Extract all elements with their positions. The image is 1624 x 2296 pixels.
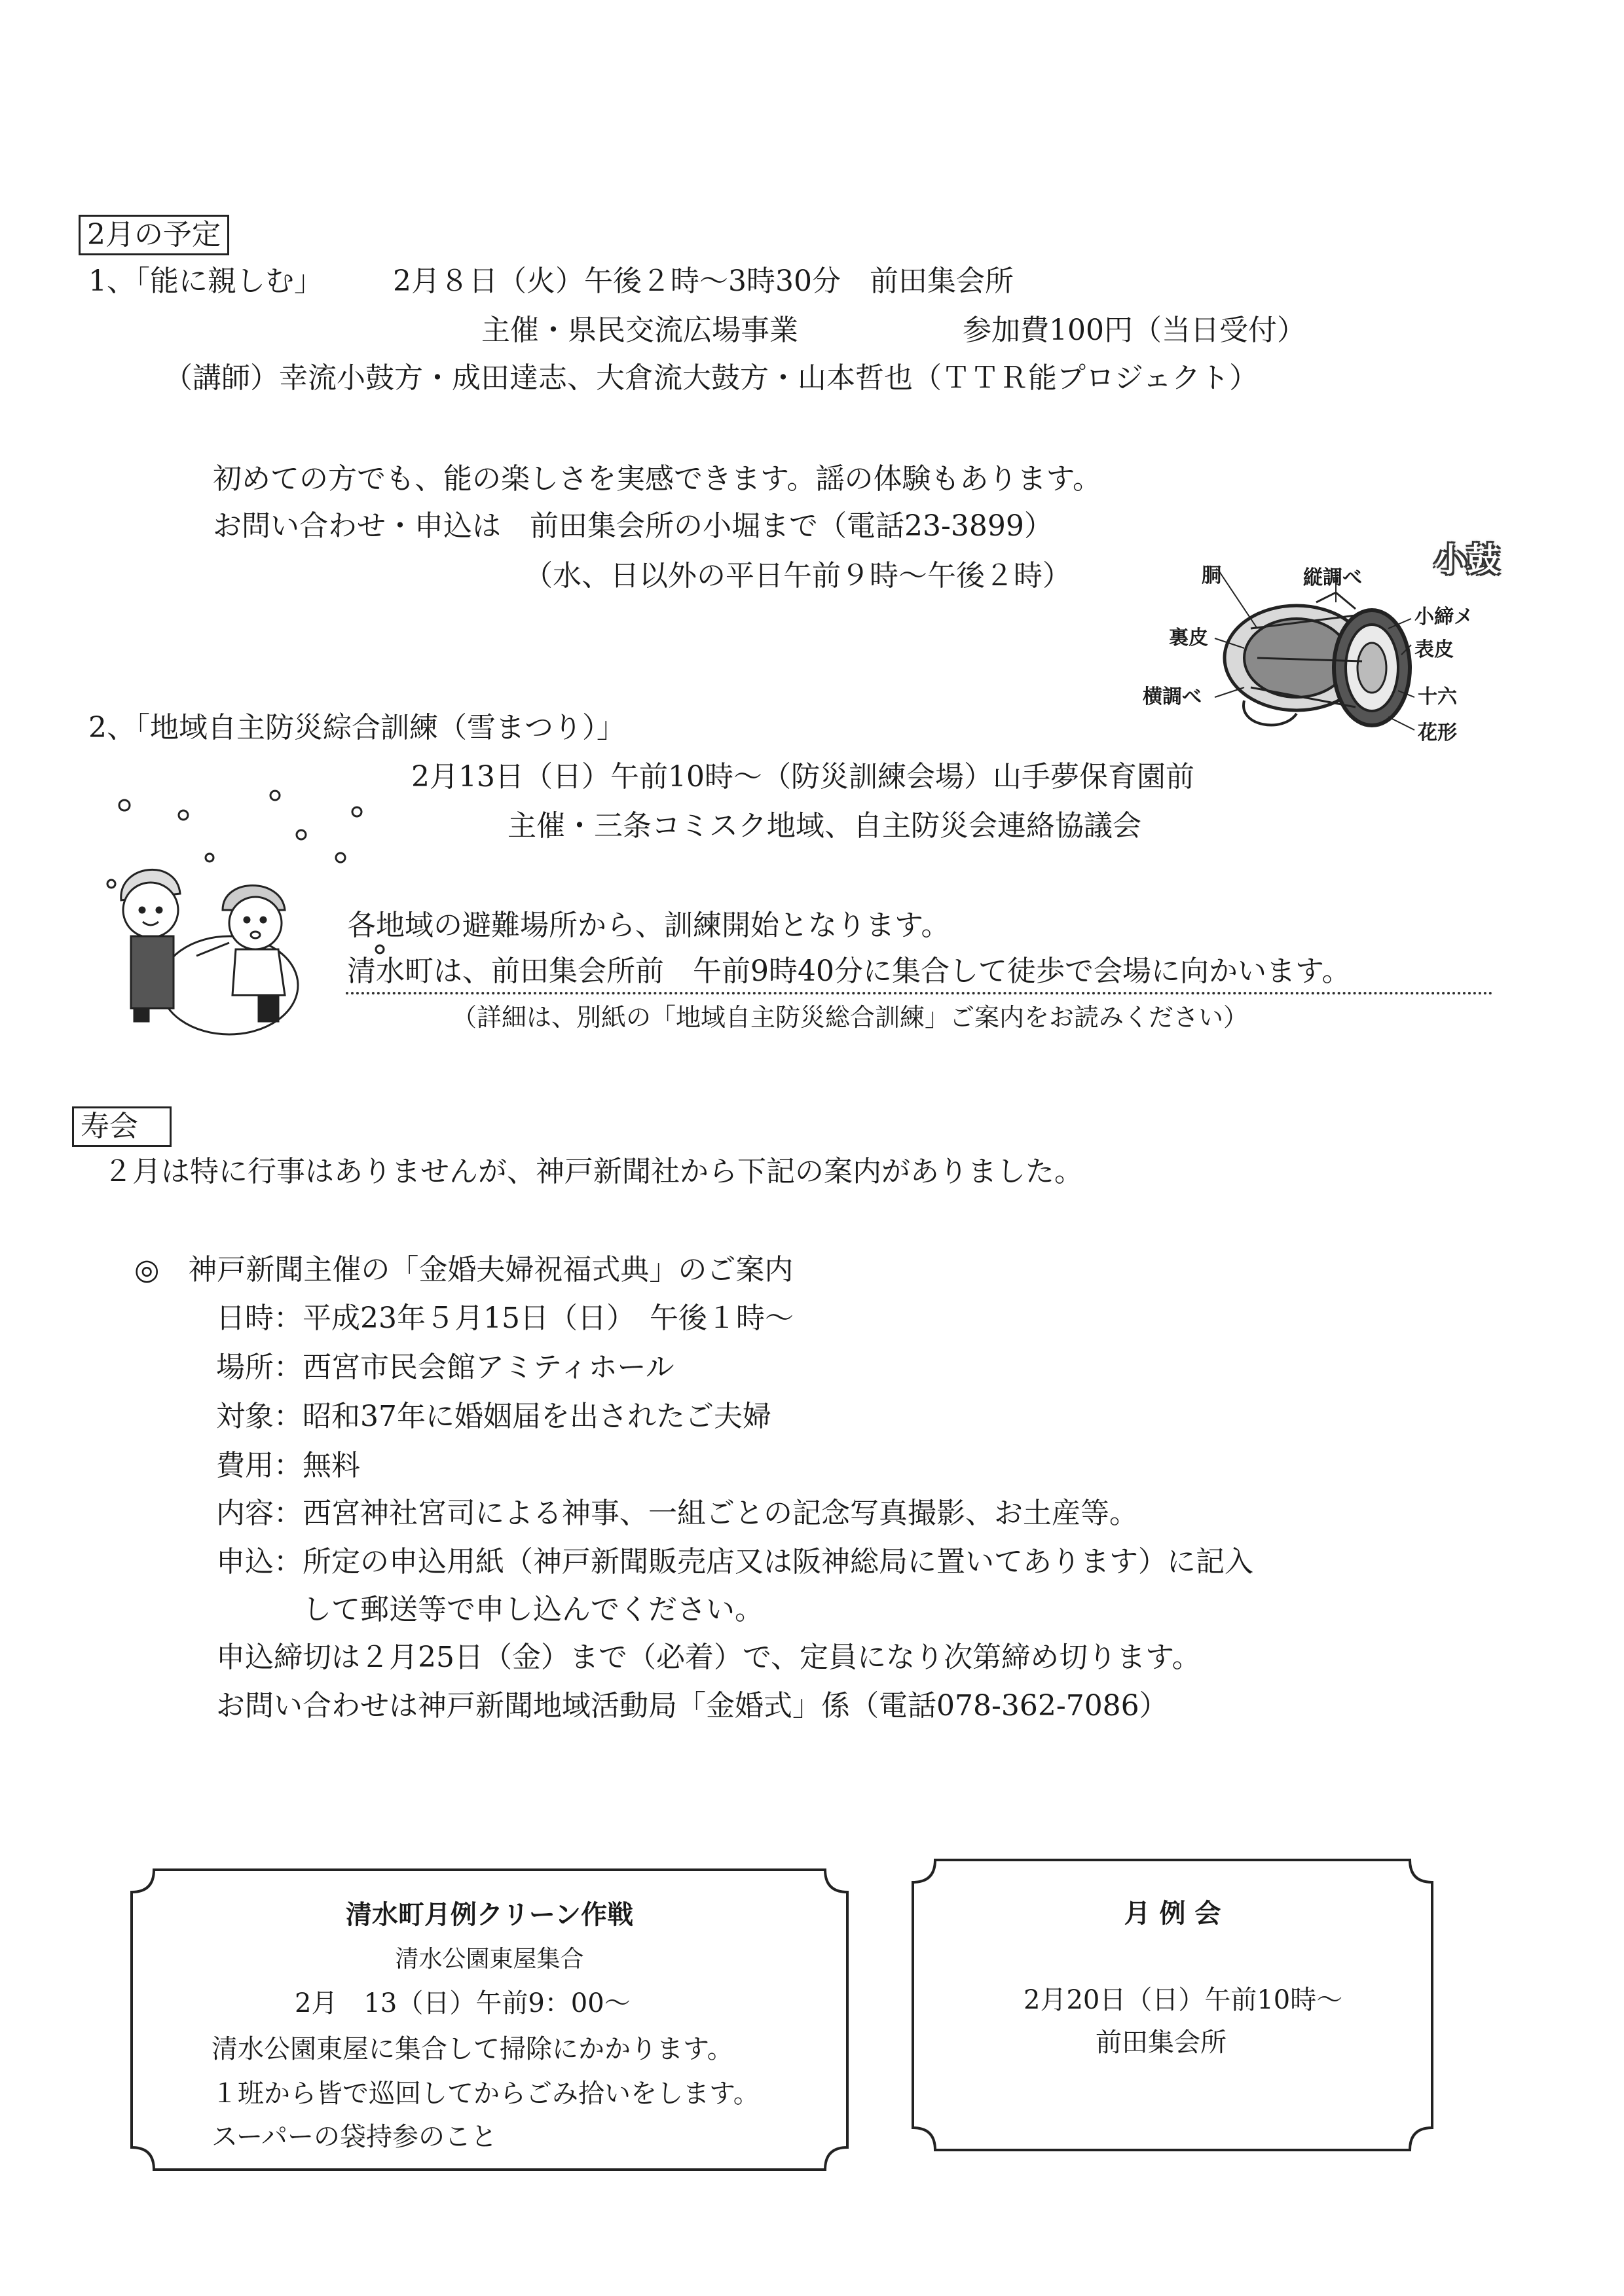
section-heading-kotobuki: 寿会 [72, 1106, 172, 1147]
event2-datetime: 2月13日（日）午前10時～（防災訓練会場）山手夢保育園前 [411, 760, 1194, 793]
tsuzumi-label-omotegawa: 表皮 [1414, 638, 1454, 661]
monthly-box-place: 前田集会所 [1096, 2028, 1227, 2058]
clean-box-line1: 清水公園東屋に集合して掃除にかかります。 [212, 2034, 733, 2064]
clean-campaign-box [128, 1866, 851, 2174]
kotobuki-intro: ２月は特に行事はありませんが、神戸新聞社から下記の案内がありました。 [103, 1155, 1083, 1188]
event1-organizer: 主催・県民交流広場事業 [481, 314, 798, 347]
tsuzumi-title: 小鼓 [1434, 541, 1500, 579]
monthly-box-datetime: 2月20日（日）午前10時～ [1024, 1985, 1343, 2015]
event1-hours: （水、日以外の平日午前９時～午後２時） [524, 559, 1071, 592]
detail-line: 対象：昭和37年に婚姻届を出されたご夫婦 [216, 1400, 771, 1433]
event1-lecturers: （講師）幸流小鼓方・成田達志、大倉流大鼓方・山本哲也（ＴＴＲ能プロジェクト） [164, 361, 1259, 395]
event2-title: 2、「地域自主防災綜合訓練（雪まつり）」 [88, 711, 625, 744]
kotobuki-announce-title: ◎ 神戸新聞主催の「金婚夫婦祝福式典」のご案内 [134, 1253, 794, 1286]
detail-line: 内容：西宮神社宮司による神事、一組ごとの記念写真撮影、お土産等。 [216, 1497, 1138, 1530]
event1-title: 1、「能に親しむ」 [88, 264, 323, 298]
section-heading-feb: 2月の予定 [79, 215, 229, 255]
monthly-box-title: 月 例 会 [1124, 1898, 1221, 1929]
event2-dotted-underline [346, 992, 1493, 994]
tsuzumi-label-uragawa: 裏皮 [1169, 627, 1208, 649]
clean-box-title: 清水町月例クリーン作戦 [345, 1899, 634, 1930]
snow-children-illustration [98, 786, 386, 1034]
tsuzumi-figure [1139, 530, 1545, 746]
event2-line2: 清水町は、前田集会所前 午前9時40分に集合して徒歩で会場に向かいます。 [347, 955, 1351, 988]
tsuzumi-label-dou: 胴 [1202, 564, 1221, 587]
clean-box-place: 清水公園東屋集合 [395, 1946, 584, 1973]
event1-datetime: 2月８日（火）午後２時～3時30分 前田集会所 [393, 264, 1014, 298]
detail-line: 場所：西宮市民会館アミティホール [216, 1351, 674, 1384]
tsuzumi-label-yokoshirabe: 横調べ [1143, 685, 1202, 708]
event1-fee: 参加費100円（当日受付） [963, 314, 1306, 347]
tsuzumi-label-tateshirabe: 縦調べ [1303, 566, 1362, 589]
detail-line: 申込締切は２月25日（金）まで（必着）で、定員になり次第締め切ります。 [216, 1641, 1201, 1674]
event2-note: （詳細は、別紙の「地域自主防災総合訓練」ご案内をお読みください） [452, 1003, 1249, 1032]
event1-contact: お問い合わせ・申込は 前田集会所の小堀まで（電話23-3899） [213, 509, 1053, 543]
detail-line: 申込：所定の申込用紙（神戸新聞販売店又は阪神総局に置いてあります）に記入 [216, 1545, 1253, 1578]
event1-description: 初めての方でも、能の楽しさを実感できます。謡の体験もあります。 [213, 462, 1101, 496]
clean-box-datetime: 2月 13（日）午前9：00～ [295, 1988, 631, 2018]
detail-line: 日時：平成23年５月15日（日） 午後１時～ [216, 1302, 794, 1335]
tsuzumi-label-hanagata: 花形 [1418, 721, 1457, 744]
detail-line: お問い合わせは神戸新聞地域活動局「金婚式」係（電話078-362-7086） [216, 1689, 1168, 1722]
event2-organizer: 主催・三条コミスク地域、自主防災会連絡協議会 [507, 809, 1141, 843]
tsuzumi-label-juroku: 十六 [1418, 685, 1457, 708]
tsuzumi-label-kojime: 小締メ [1414, 606, 1473, 629]
detail-line: して郵送等で申し込んでください。 [216, 1593, 764, 1626]
clean-box-line2: １班から皆で巡回してからごみ拾いをします。 [212, 2079, 760, 2109]
clean-box-line3: スーパーの袋持参のこと [212, 2122, 497, 2152]
monthly-meeting-box [909, 1856, 1436, 2154]
event2-line1: 各地域の避難場所から、訓練開始となります。 [347, 909, 950, 942]
detail-line: 費用：無料 [216, 1449, 360, 1482]
